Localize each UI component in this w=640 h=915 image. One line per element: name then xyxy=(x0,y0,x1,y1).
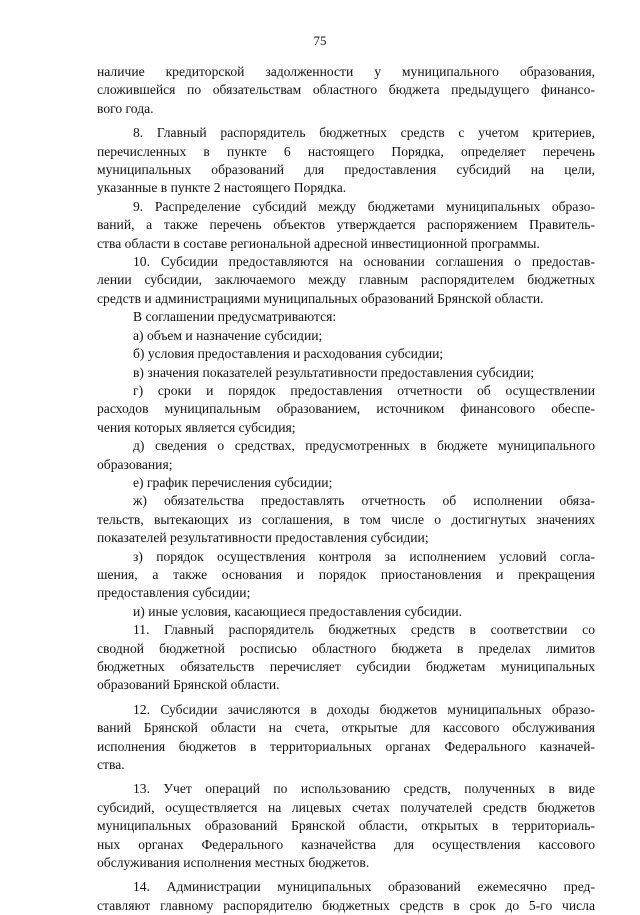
list-item-i xyxy=(97,603,595,621)
list-item-e xyxy=(97,474,595,492)
text-line: лении субсидии, заключаемого между главным распорядителем бюджетных xyxy=(97,272,595,288)
text-line: тельств, вытекающих из соглашения, в том числе о достигнутых значениях xyxy=(97,511,595,527)
text-line: вого года. xyxy=(97,100,154,116)
list-item-a xyxy=(97,327,595,345)
text-line: показателей результативности предоставления субсидии; xyxy=(97,530,429,546)
text-line: з) порядок осуществления контроля за исполнением условий согла- xyxy=(133,548,595,564)
text-line: г) сроки и порядок предоставления отчетности об осуществлении xyxy=(133,382,595,398)
list-item-z xyxy=(97,548,595,603)
text-line: б) условия предоставления и расходования субсидии; xyxy=(133,346,444,362)
text-line: ж) обязательства предоставлять отчетность об исполнении обяза- xyxy=(133,493,595,509)
text-line: муниципальных образований для предоставления субсидий на цели, xyxy=(97,162,595,178)
text-line: ставляют главному распорядителю бюджетных средств в срок до 5-го числа xyxy=(97,897,595,913)
paragraph-agreement-intro xyxy=(97,308,595,326)
paragraph-13 xyxy=(97,780,595,872)
text-line: сводной бюджетной росписью областного бюджета в пределах лимитов xyxy=(97,640,595,656)
text-line: средств и администрациями муниципальных образований Брянской области. xyxy=(97,290,544,306)
text-line: ства. xyxy=(97,757,125,773)
list-item-b xyxy=(97,345,595,363)
text-line: 10. Субсидии предоставляются на основании соглашения о предостав- xyxy=(133,254,595,270)
list-item-d xyxy=(97,437,595,474)
list-item-g xyxy=(97,382,595,437)
text-line: 9. Распределение субсидий между бюджетами муниципальных образо- xyxy=(133,198,595,214)
text-line: в) значения показателей результативности предоставления субсидии; xyxy=(133,364,535,380)
text-line: 12. Субсидии зачисляются в доходы бюджетов муниципальных образо- xyxy=(133,701,595,717)
list-item-zh xyxy=(97,492,595,547)
text-line: перечисленных в пункте 6 настоящего Порядка, определяет перечень xyxy=(97,143,595,159)
paragraph-creditor-debt xyxy=(97,63,595,118)
text-line: е) график перечисления субсидии; xyxy=(133,474,333,490)
list-item-v xyxy=(97,364,595,382)
text-line: д) сведения о средствах, предусмотренных в бюджете муниципального xyxy=(133,438,595,454)
paragraph-12 xyxy=(97,701,595,775)
text-line: обслуживания исполнения местных бюджетов. xyxy=(97,855,370,871)
text-line: наличие кредиторской задолженности у муниципального образования, xyxy=(97,64,595,79)
paragraph-9 xyxy=(97,198,595,253)
paragraph-14 xyxy=(97,878,595,915)
text-line: предоставления субсидии; xyxy=(97,585,251,601)
text-line: образований Брянской области. xyxy=(97,677,280,693)
paragraph-11 xyxy=(97,621,595,695)
text-line: В соглашении предусматриваются: xyxy=(133,309,337,325)
text-line: и) иные условия, касающиеся предоставления субсидии. xyxy=(133,603,463,619)
text-line: указанные в пункте 2 настоящего Порядка. xyxy=(97,180,347,196)
text-line: ных органах Федерального казначейства для осуществления кассового xyxy=(97,836,595,852)
text-line: 13. Учет операций по использованию средств, полученных в виде xyxy=(133,781,595,797)
text-line: сложившейся по обязательствам областного бюджета предыдущего финансо- xyxy=(97,82,595,98)
text-line: образования; xyxy=(97,456,173,472)
text-line: чения которых является субсидия; xyxy=(97,419,296,435)
text-line: бюджетных обязательств перечисляет субсидии бюджетам муниципальных xyxy=(97,659,595,674)
text-line: субсидий, осуществляется на лицевых счетах получателей средств бюджетов xyxy=(97,799,595,815)
text-line: 8. Главный распорядитель бюджетных средств с учетом критериев, xyxy=(133,125,595,141)
text-line: расходов муниципальным образованием, источником финансового обеспе- xyxy=(97,401,595,417)
text-line: 14. Администрации муниципальных образований ежемесячно пред- xyxy=(133,879,595,895)
paragraph-8 xyxy=(97,124,595,198)
paragraph-10 xyxy=(97,253,595,308)
text-line: 11. Главный распорядитель бюджетных средств в соответствии со xyxy=(133,622,595,638)
document-body xyxy=(97,63,595,915)
text-line: исполнения бюджетов в территориальных органах Федерального казначей- xyxy=(97,738,595,754)
text-line: ваний Брянской области на счета, открытые для кассового обслуживания xyxy=(97,720,595,736)
text-line: ваний, а также перечень объектов утверждается распоряжением Правитель- xyxy=(97,217,595,233)
text-line: шения, а также основания и порядок приостановления и прекращения xyxy=(97,566,595,582)
text-line: ства области в составе региональной адресной инвестиционной программы. xyxy=(97,235,540,251)
text-line: муниципальных образований Брянской области, открытых в территориаль- xyxy=(97,818,595,834)
text-line: а) объем и назначение субсидии; xyxy=(133,327,323,343)
page-number: 75 xyxy=(313,33,327,48)
